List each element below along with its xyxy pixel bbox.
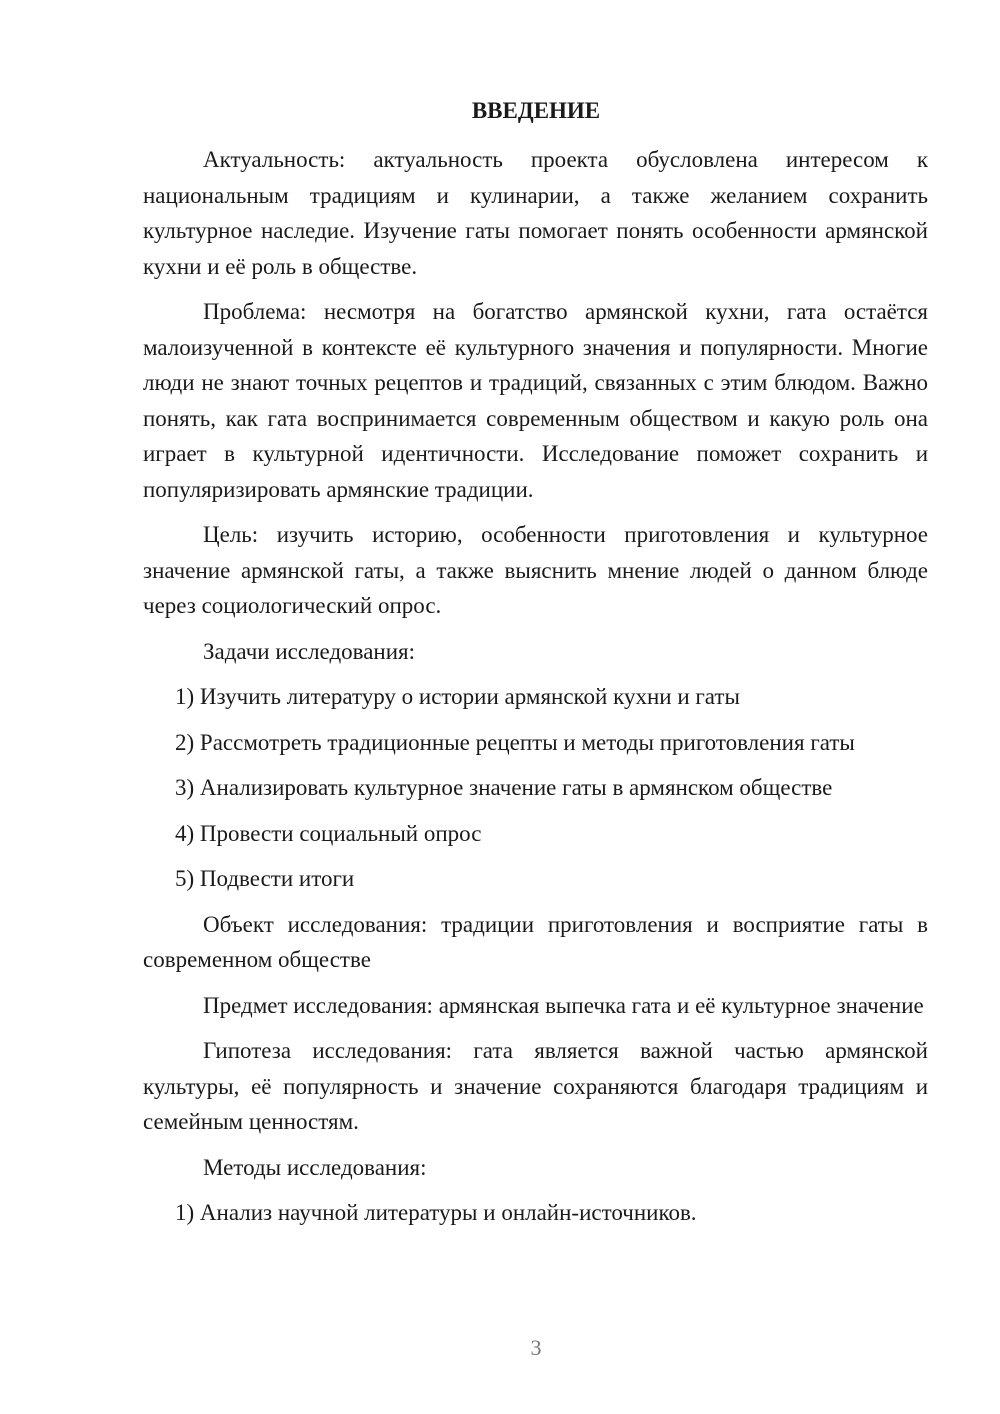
methods-list: [143, 1195, 928, 1231]
list-item: 4) Провести социальный опрос: [175, 820, 482, 846]
subject-paragraph: Предмет исследования: армянская выпечка гата и её культурное значение: [203, 992, 924, 1018]
hypothesis-paragraph: Гипотеза исследования: гата является важной частью армянской культуры, её популярность и значение сохраняются благодаря традициям и семейным ценностям.: [143, 1038, 928, 1134]
relevance-paragraph: Актуальность: актуальность проекта обусловлена интересом к национальным традициям и кулинарии, а также желанием сохранить культурное наследие. Изучение гаты помогает понять особенности армянской кухни и её роль в обществе.: [143, 147, 928, 279]
tasks-list: [143, 679, 928, 897]
list-item: 1) Изучить литературу о истории армянской кухни и гаты: [175, 684, 740, 709]
list-item: 3) Анализировать культурное значение гаты в армянском обществе: [175, 775, 833, 800]
list-item: 5) Подвести итоги: [175, 866, 355, 891]
object-paragraph: Объект исследования: традиции приготовления и восприятие гаты в современном обществе: [143, 911, 928, 972]
goal-paragraph: Цель: изучить историю, особенности приготовления и культурное значение армянской гаты, а также выяснить мнение людей о данном блюде через социологический опрос.: [143, 522, 928, 618]
tasks-heading: Задачи исследования:: [203, 638, 416, 664]
list-item: 2) Рассмотреть традиционные рецепты и методы приготовления гаты: [175, 729, 855, 755]
methods-heading: Методы исследования:: [203, 1154, 427, 1180]
list-item: 1) Анализ научной литературы и онлайн-источников.: [175, 1200, 697, 1225]
page-number: 3: [530, 1335, 542, 1360]
page-body: [143, 142, 928, 1241]
page-title: ВВЕДЕНИЕ: [471, 98, 601, 123]
problem-paragraph: Проблема: несмотря на богатство армянской кухни, гата остаётся малоизученной в контексте её культурного значения и популярности. Многие люди не знают точных рецептов и традиций, связанных с этим блюдом. Важно понять, как гата воспринимается современным обществом и какую роль она играет в культурной идентичности. Исследование поможет сохранить и популяризировать армянские традиции.: [143, 299, 928, 502]
